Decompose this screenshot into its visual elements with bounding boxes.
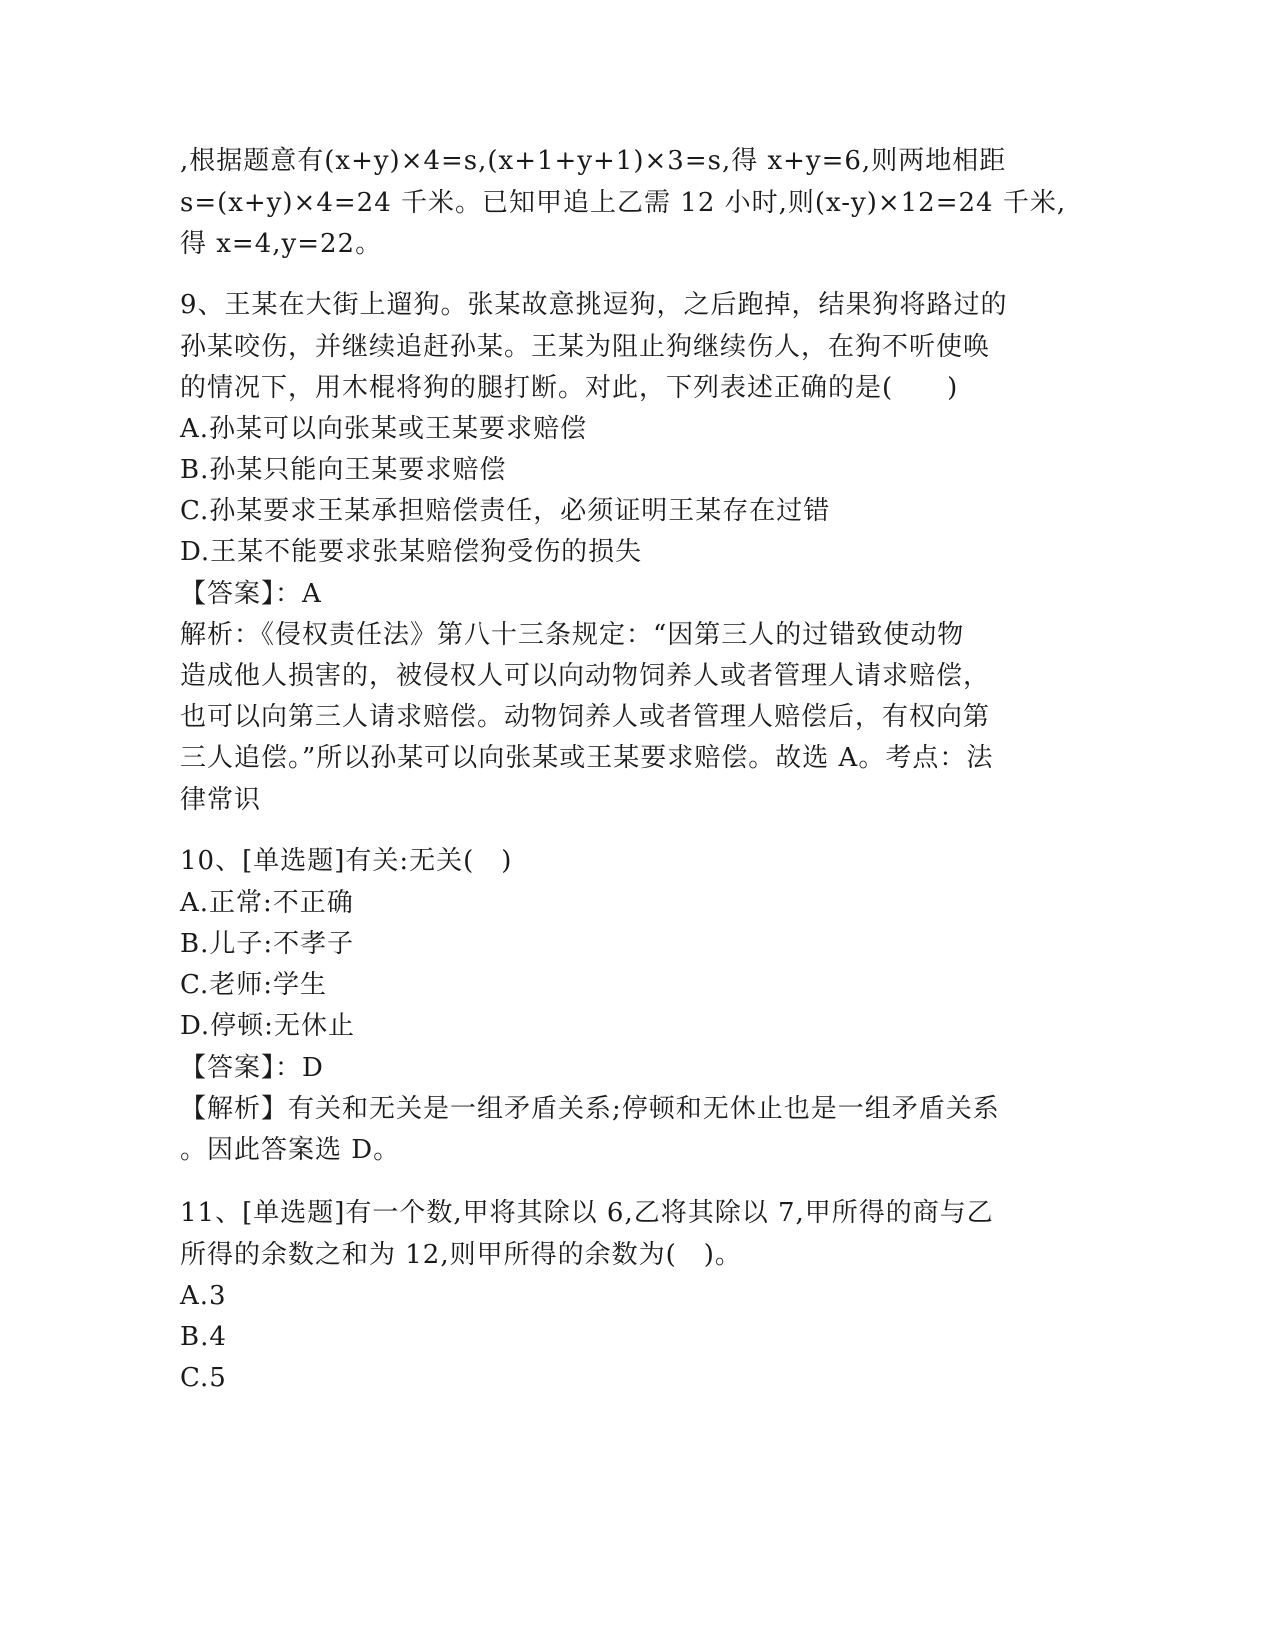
option-b: B.孙某只能向王某要求赔偿 xyxy=(180,455,507,485)
question-stem-line: 所得的余数之和为 12,则甲所得的余数为( )。 xyxy=(180,1240,742,1270)
option-c: C.老师:学生 xyxy=(180,970,327,1000)
option-b: B.儿子:不孝子 xyxy=(180,929,355,959)
question-stem-line: 11、[单选题]有一个数,甲将其除以 6,乙将其除以 7,甲所得的商与乙 xyxy=(180,1198,994,1228)
option-b: B.4 xyxy=(180,1322,227,1352)
question-stem-line: 的情况下，用木棍将狗的腿打断。对此，下列表述正确的是( ) xyxy=(180,373,959,403)
answer-line: 【答案】：A xyxy=(180,579,322,609)
option-a: A.孙某可以向张某或王某要求赔偿 xyxy=(180,414,588,444)
explanation-line: 解析：《侵权责任法》第八十三条规定：“因第三人的过错致使动物 xyxy=(180,620,965,650)
option-d: D.王某不能要求张某赔偿狗受伤的损失 xyxy=(180,537,643,567)
question-stem-line: 10、[单选题]有关:无关( ) xyxy=(180,846,513,876)
explanation-line: 也可以向第三人请求赔偿。动物饲养人或者管理人赔偿后，有权向第 xyxy=(180,702,991,732)
explanation-line: 造成他人损害的，被侵权人可以向动物饲养人或者管理人请求赔偿， xyxy=(180,661,991,691)
solution-line: s=(x+y)×4=24 千米。已知甲追上乙需 12 小时,则(x-y)×12=24 千米, xyxy=(180,188,1067,218)
solution-line: ,根据题意有(x+y)×4=s,(x+1+y+1)×3=s,得 x+y=6,则两地相距 xyxy=(180,146,1007,176)
solution-line: 得 x=4,y=22。 xyxy=(180,229,383,259)
question-stem-line: 孙某咬伤，并继续追赶孙某。王某为阻止狗继续伤人，在狗不听使唤 xyxy=(180,332,991,362)
option-a: A.3 xyxy=(180,1281,227,1311)
option-c: C.孙某要求王某承担赔偿责任，必须证明王某存在过错 xyxy=(180,496,831,526)
answer-line: 【答案】：D xyxy=(180,1053,324,1083)
explanation-line: 【解析】有关和无关是一组矛盾关系;停顿和无休止也是一组矛盾关系 xyxy=(180,1094,1000,1124)
question-stem-line: 9、王某在大街上遛狗。张某故意挑逗狗，之后跑掉，结果狗将路过的 xyxy=(180,290,1008,320)
option-c: C.5 xyxy=(180,1363,227,1393)
option-d: D.停顿:无休止 xyxy=(180,1011,355,1041)
explanation-line: 。因此答案选 D。 xyxy=(180,1135,401,1165)
explanation-line: 律常识 xyxy=(180,785,262,815)
option-a: A.正常:不正确 xyxy=(180,888,354,918)
explanation-line: 三人追偿。”所以孙某可以向张某或王某要求赔偿。故选 A。考点：法 xyxy=(180,743,994,773)
